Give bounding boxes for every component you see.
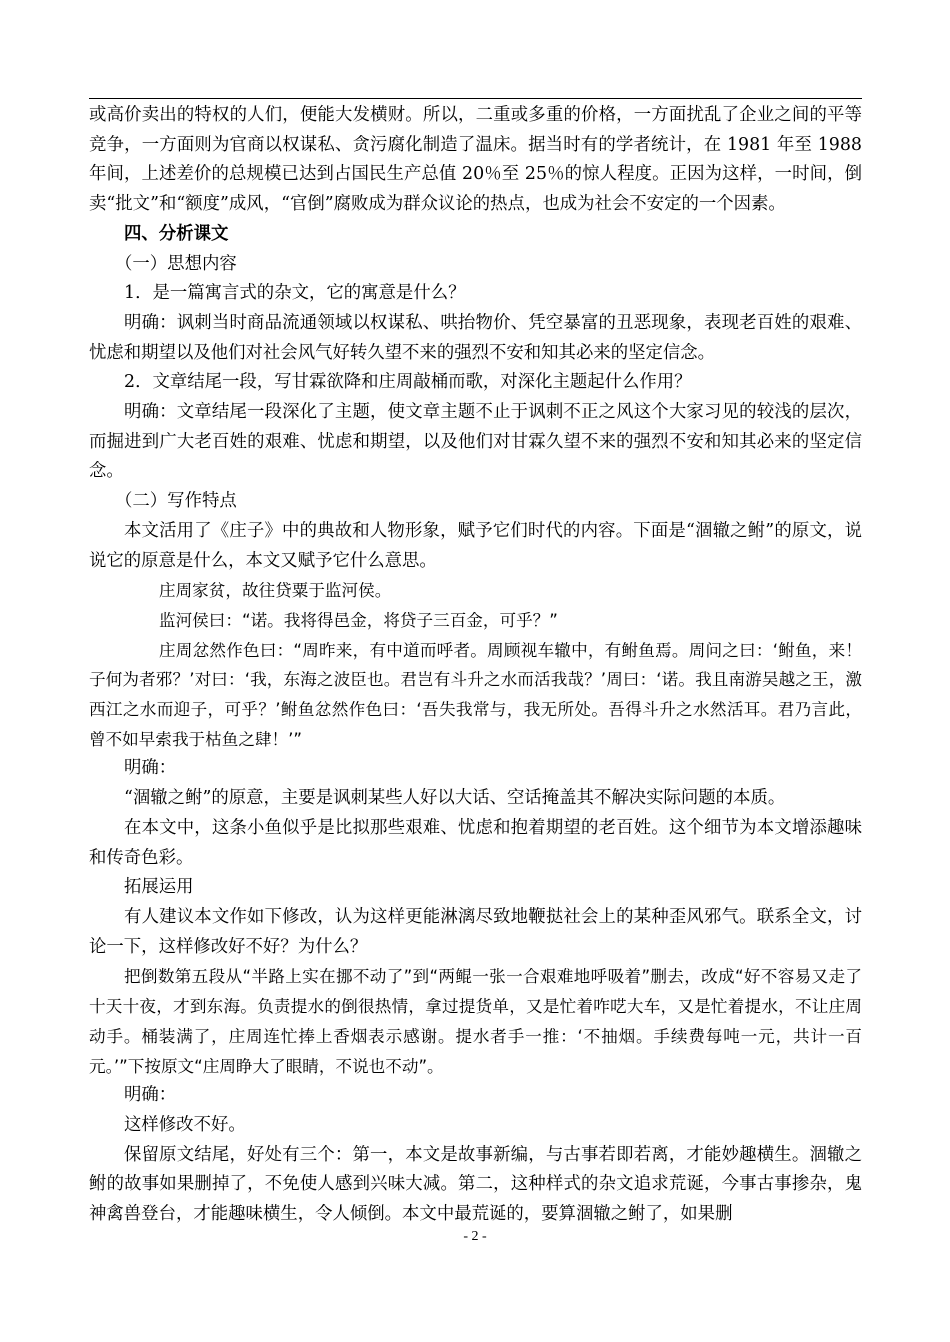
paragraph: 2．文章结尾一段，写甘霖欲降和庄周敲桶而歌，对深化主题起什么作用？ xyxy=(124,372,692,393)
page-number: - 2 - xyxy=(463,1229,487,1244)
header-rule xyxy=(89,98,862,99)
document-body xyxy=(89,101,862,1230)
quoted-passage: 庄周家贫，故往贷粟于监河侯。 xyxy=(159,581,392,601)
paragraph: 明确：文章结尾一段深化了主题，使文章主题不止于讽刺不正之风这个大家习见的较浅的层次，而掘进到广大老百姓的艰难、忧虑和期望，以及他们对甘霖久望不来的强烈不安和知其必来的坚定信念。 xyxy=(89,402,862,482)
paragraph: “涸辙之鲋”的原意，主要是讽刺某些人好以大话、空话掩盖其不解决实际问题的本质。 xyxy=(124,788,786,809)
paragraph: 拓展运用 xyxy=(124,877,194,898)
paragraph: 1．是一篇寓言式的杂文，它的寓意是什么？ xyxy=(124,283,466,304)
quoted-passage: 监河侯曰：“诺。我将得邑金，将贷子三百金，可乎？” xyxy=(159,610,558,630)
quoted-passage: 庄周忿然作色曰：“周昨来，有中道而呼者。周顾视车辙中，有鲋鱼焉。周问之曰：‘鲋鱼，来！子何为者邪？’对曰：‘我，东海之波臣也。君岂有斗升之水而活我哉？’周曰：‘诺。我且南游吴越之王，激西江之水而迎子，可乎？’鲋鱼忿然作色曰：‘吾失我常与，我无所处。吾得斗升之水然活耳。君乃言此，曾不如早索我于枯鱼之肆！’” xyxy=(89,640,862,749)
paragraph: 明确： xyxy=(124,758,177,779)
paragraph: 在本文中，这条小鱼似乎是比拟那些艰难、忧虑和抱着期望的老百姓。这个细节为本文增添趣味和传奇色彩。 xyxy=(89,817,862,868)
paragraph: 或高价卖出的特权的人们，便能大发横财。所以，二重或多重的价格，一方面扰乱了企业之间的平等竞争，一方面则为官商以权谋私、贪污腐化制造了温床。据当时有的学者统计，在 1981 年至 1988 年间，上述差价的总规模已达到占国民生产总值 20％至 25％的惊人程度。正因为这样，一时间，倒卖“批文”和“额度”成风，“官倒”腐败成为群众议论的热点，也成为社会不安定的一个因素。 xyxy=(89,105,862,215)
paragraph: （二）写作特点 xyxy=(115,491,237,512)
paragraph: 本文活用了《庄子》中的典故和人物形象，赋予它们时代的内容。下面是“涸辙之鲋”的原文，说说它的原意是什么，本文又赋予它什么意思。 xyxy=(89,520,862,571)
paragraph: 明确： xyxy=(124,1085,177,1106)
paragraph: 保留原文结尾，好处有三个：第一，本文是故事新编，与古事若即若离，才能妙趣横生。涸辙之鲋的故事如果删掉了，不免使人感到兴味大减。第二，这种样式的杂文追求荒诞，今事古事掺杂，鬼神禽兽登台，才能趣味横生，令人倾倒。本文中最荒诞的，要算涸辙之鲋了，如果删 xyxy=(89,1144,862,1225)
paragraph: （一）思想内容 xyxy=(115,253,237,274)
paragraph: 这样修改不好。 xyxy=(124,1114,246,1135)
paragraph: 明确：讽刺当时商品流通领域以权谋私、哄抬物价、凭空暴富的丑恶现象，表现老百姓的艰难、忧虑和期望以及他们对社会风气好转久望不来的强烈不安和知其必来的坚定信念。 xyxy=(89,312,862,363)
paragraph: 有人建议本文作如下修改，认为这样更能淋漓尽致地鞭挞社会上的某种歪风邪气。联系全文，讨论一下，这样修改好不好？为什么？ xyxy=(89,906,862,957)
quoted-passage: 把倒数第五段从“半路上实在挪不动了”到“两鲲一张一合艰难地呼吸着”删去，改成“好不容易又走了十天十夜，才到东海。负责提水的倒很热情，拿过提货单，又是忙着咋呓大车，又是忙着提水，不让庄周动手。桶装满了，庄周连忙捧上香烟表示感谢。提水者手一推：‘不抽烟。手续费每吨一元，共计一百元。’”下按原文“庄周睁大了眼睛，不说也不动”。 xyxy=(89,967,862,1076)
section-heading: 四、分析课文 xyxy=(124,223,229,244)
